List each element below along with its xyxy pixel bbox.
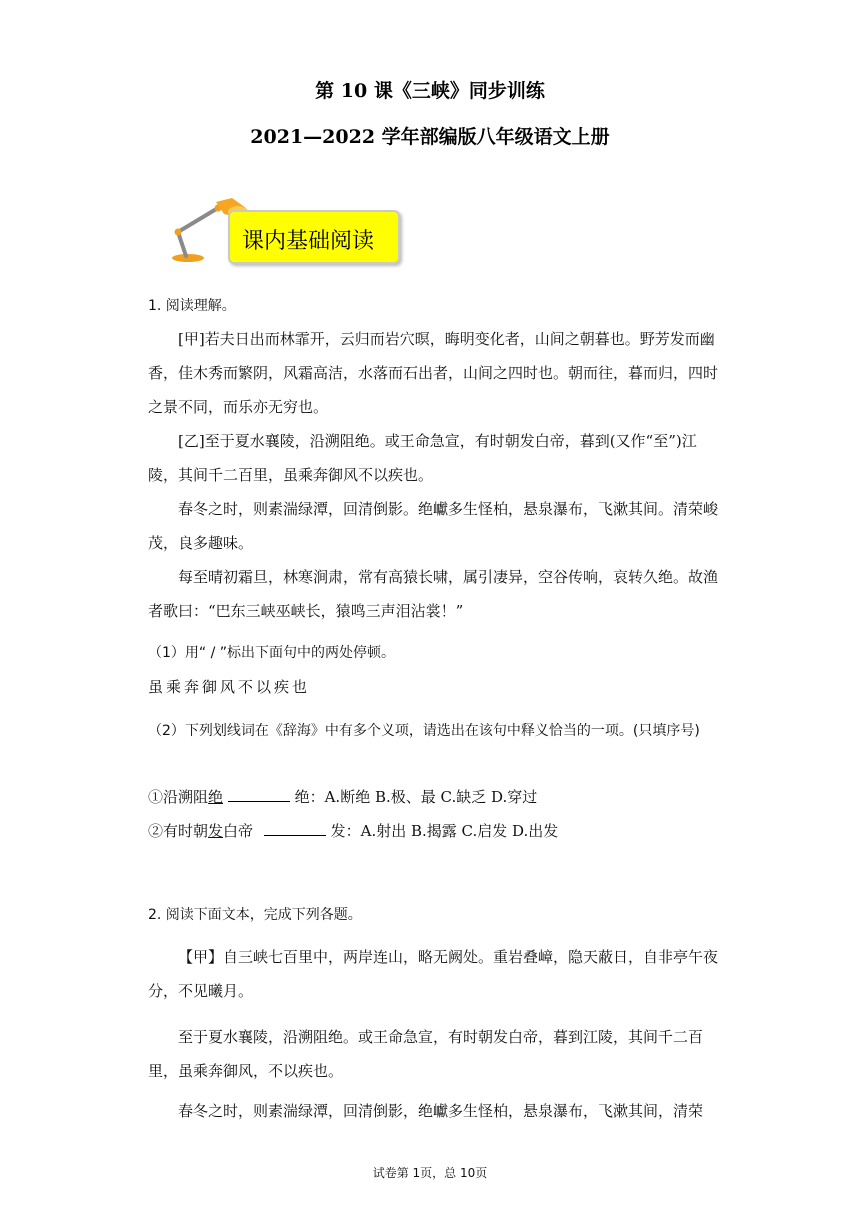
item-1-options: 绝：A.断绝 B.极、最 C.缺乏 D.穿过: [294, 788, 538, 806]
passage-yi-para-1: [乙]至于夏水襄陵，沿溯阻绝。或王命急宣，有时朝发白帝，暮到(又作“至”)江陵，其间千二百里，虽乘奔御风不以疾也。: [148, 432, 697, 484]
item-2-underlined-word: 发: [208, 822, 224, 840]
item-2-options: 发：A.射出 B.揭露 C.启发 D.出发: [330, 822, 559, 840]
sub-question-2-item-1: [148, 780, 722, 814]
item-1-answer-blank[interactable]: [228, 787, 290, 802]
section-badge: [166, 196, 406, 268]
document-subtitle: 2021—2022 学年部编版八年级语文上册: [250, 126, 610, 148]
question-2-para-2: 至于夏水襄陵，沿溯阻绝。或王命急宣，有时朝发白帝，暮到江陵，其间千二百里，虽乘奔御风，不以疾也。: [148, 1028, 704, 1080]
question-2-heading: 2. 阅读下面文本，完成下列各题。: [148, 907, 362, 923]
sub-question-2-item-2: [148, 814, 722, 848]
sub-question-2: （2）下列划线词在《辞海》中有多个义项，请选出在该句中释义恰当的一项。(只填序号): [148, 723, 700, 739]
item-1-underlined-word: 绝: [208, 788, 224, 806]
item-2-prefix: ②有时朝: [148, 822, 209, 840]
sub-question-1-sentence: 虽乘奔御风不以疾也: [148, 678, 311, 696]
passage-jia: [甲]若夫日出而林霏开，云归而岩穴暝，晦明变化者，山间之朝暮也。野芳发而幽香，佳木秀而繁阴，风霜高洁，水落而石出者，山间之四时也。朝而往，暮而归，四时之景不同，而乐亦无穷也。: [148, 330, 719, 416]
badge-label: 课内基础阅读: [242, 229, 375, 254]
page-footer: 试卷第 1页，总 10页: [372, 1166, 488, 1180]
question-1-heading: 1. 阅读理解。: [148, 298, 236, 314]
sub-question-1: （1）用“ / ”标出下面句中的两处停顿。: [148, 645, 396, 661]
item-2-answer-blank[interactable]: [264, 821, 326, 836]
question-2-para-3: 春冬之时，则素湍绿潭，回清倒影，绝巘多生怪柏，悬泉瀑布，飞漱其间，清荣: [178, 1102, 704, 1120]
item-2-suffix: 白帝: [223, 822, 254, 840]
passage-yi-para-3: 每至晴初霜旦，林寒涧肃，常有高猿长啸，属引凄异，空谷传响，哀转久绝。故渔者歌曰：“巴东三峡巫峡长，猿鸣三声泪沾裳！”: [148, 568, 719, 620]
document-title: 第 10 课《三峡》同步训练: [315, 80, 545, 102]
item-1-prefix: ①沿溯阻: [148, 788, 209, 806]
question-2-para-1: 【甲】自三峡七百里中，两岸连山，略无阙处。重岩叠嶂，隐天蔽日，自非亭午夜分，不见曦月。: [148, 948, 719, 1000]
passage-yi-para-2: 春冬之时，则素湍绿潭，回清倒影。绝巘多生怪柏，悬泉瀑布，飞漱其间。清荣峻茂，良多趣味。: [148, 500, 719, 552]
